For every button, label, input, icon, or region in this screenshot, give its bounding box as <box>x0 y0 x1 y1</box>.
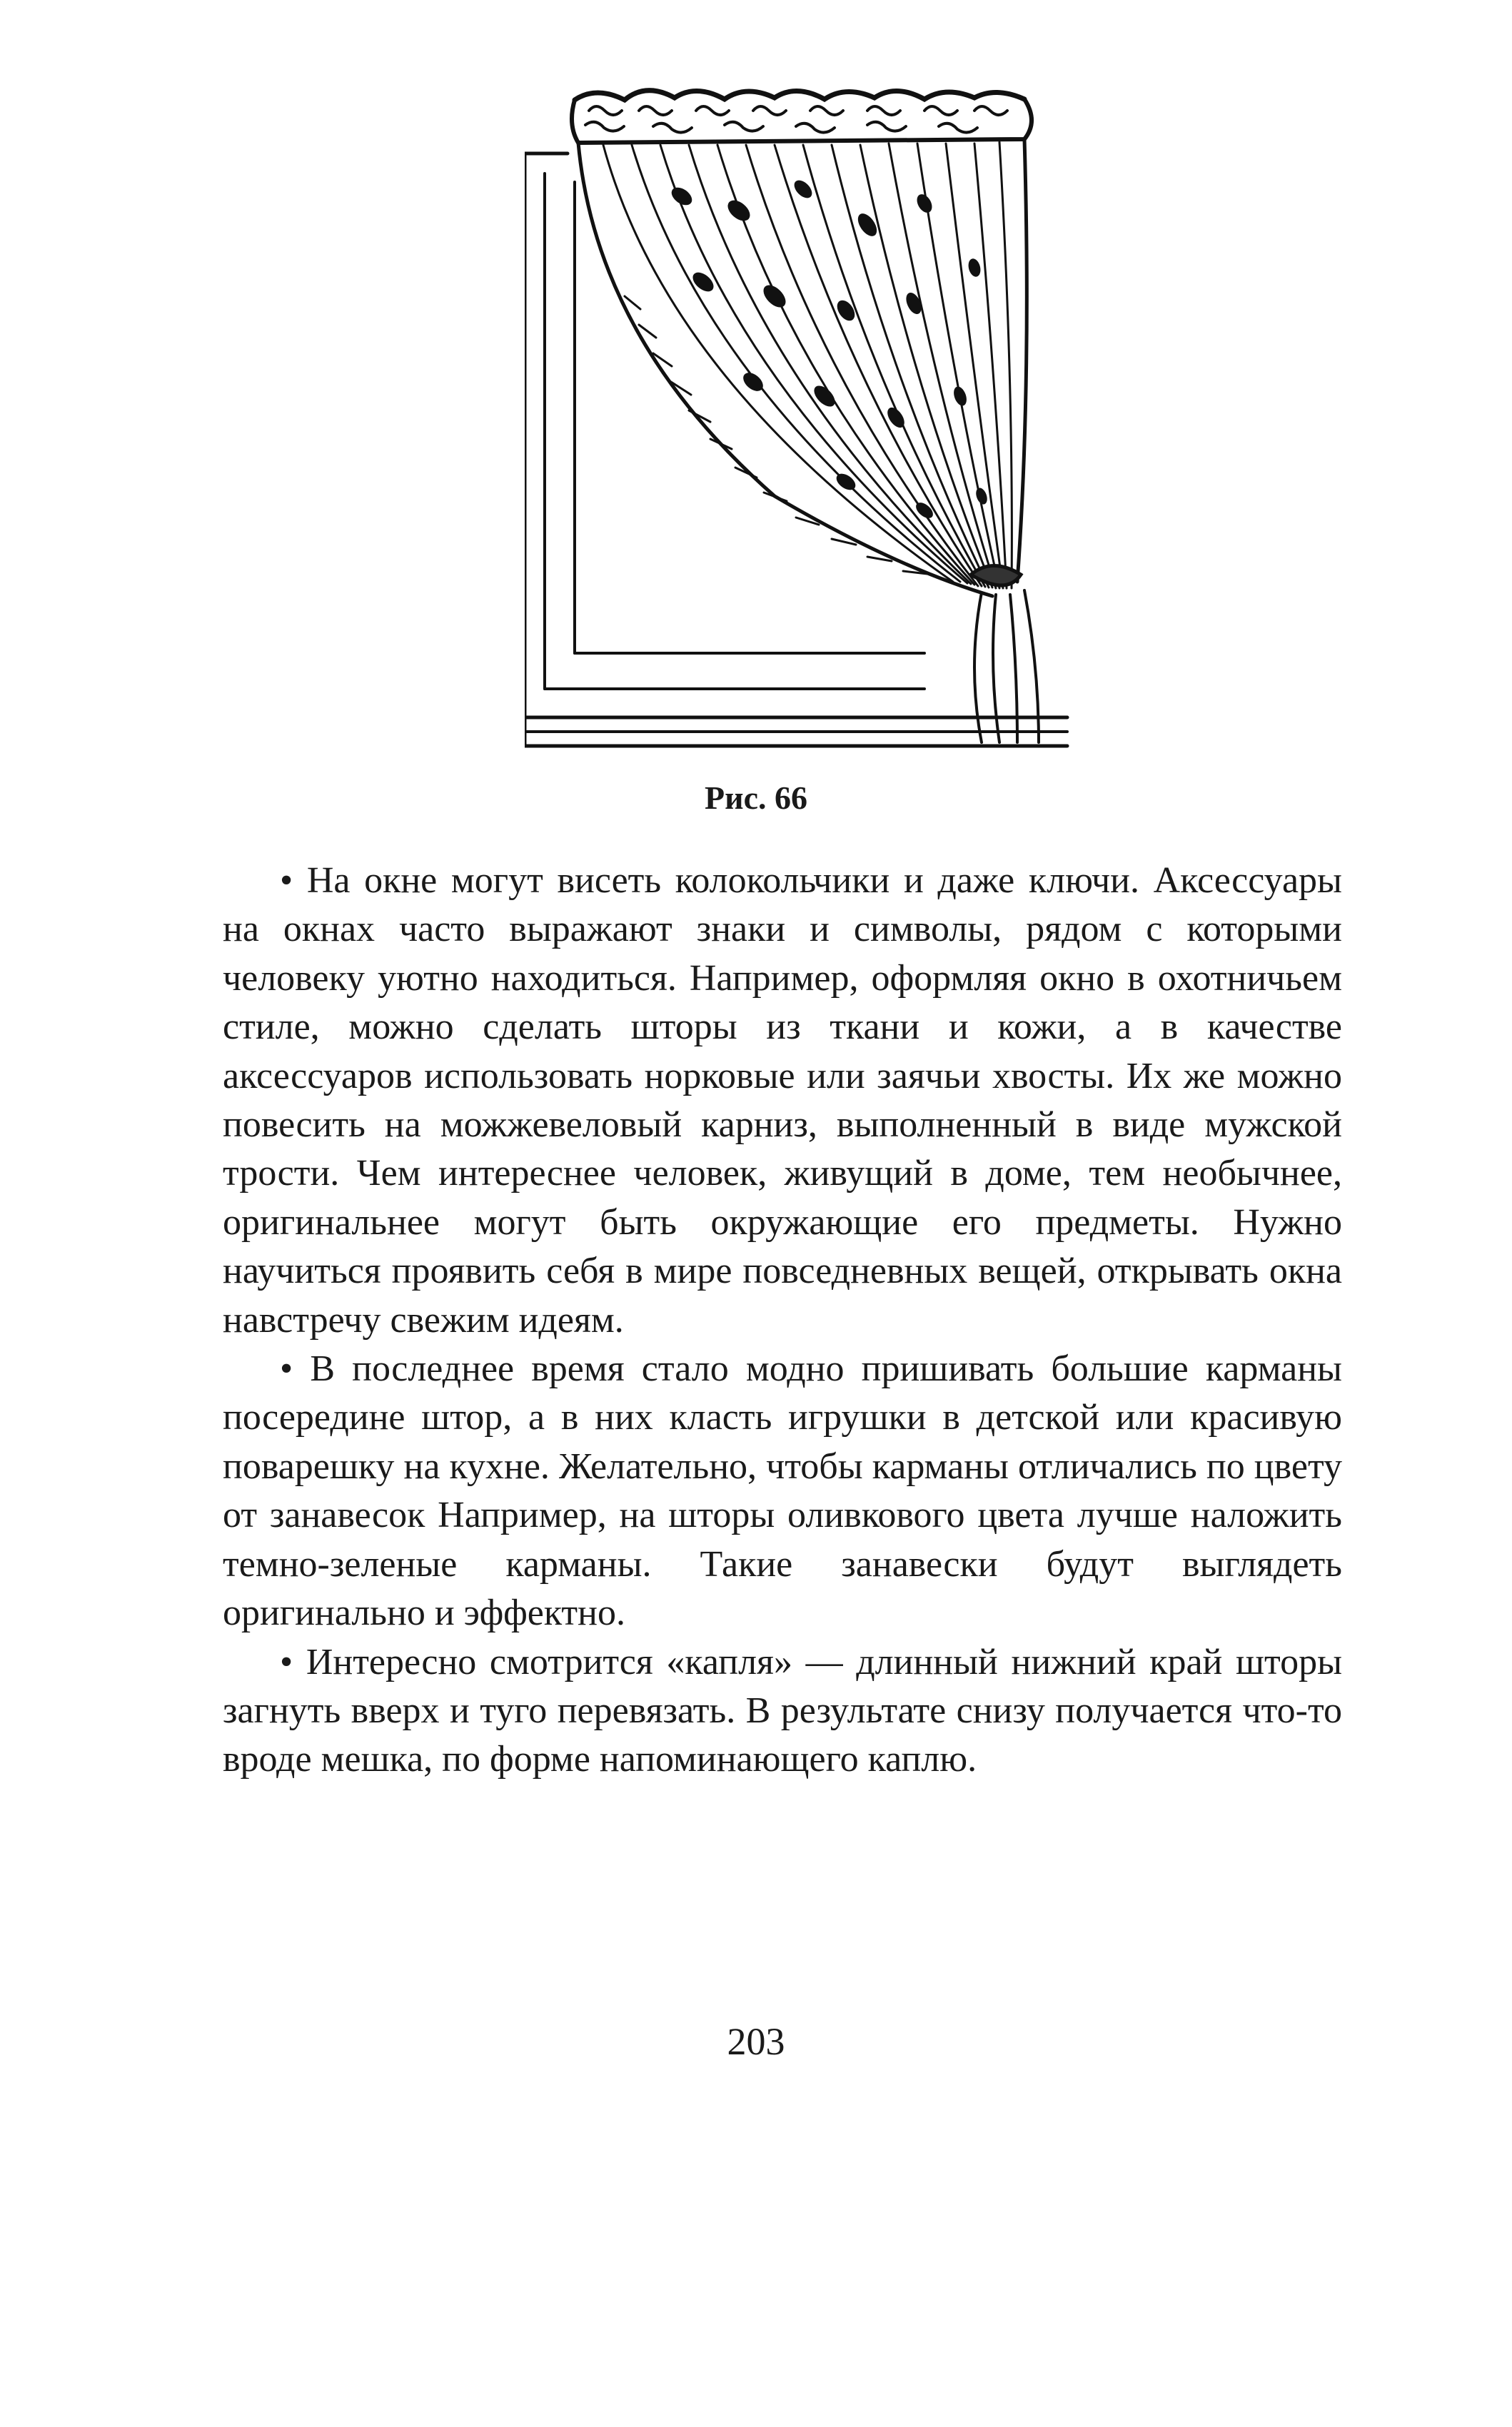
paragraph-1: • На окне могут висеть колокольчики и даже ключи. Аксессуары на окнах часто выражают знаки и символы, рядом с которыми человеку уютно находиться. Например, оформляя окно в охотничьем стиле, можно сделать шторы из ткани и кожи, а в качестве аксессуаров использовать норковые или заячьи хвосты. Их же можно повесить на можжевеловый карниз, выполненный в виде мужской трости. Чем интереснее человек, живущий в доме, тем необычнее, оригинальнее могут быть окружающие его предметы. Нужно научиться проявить себя в мире повседневных вещей, открывать окна навстречу свежим идеям. <box>223 860 1342 1341</box>
body-text <box>223 857 1342 1785</box>
figure-caption: Рис. 66 <box>704 779 808 816</box>
paragraph-3: • Интересно смотрится «капля» — длинный нижний край шторы загнуть вверх и туго перевязать. В результате снизу получается что-то вроде мешка, по форме напоминающего каплю. <box>223 1641 1342 1780</box>
page-number: 203 <box>727 2020 785 2063</box>
curtain-illustration <box>525 82 1082 753</box>
paragraph-2: • В последнее время стало модно пришивать большие карманы посередине штор, а в них класть игрушки в детской или красивую поварешку на кухне. Желательно, чтобы карманы отличались по цвету от занавесок Например, на шторы оливкового цвета лучше наложить темно-зеленые карманы. Такие занавески будут выглядеть оригинально и эффектно. <box>223 1348 1342 1634</box>
